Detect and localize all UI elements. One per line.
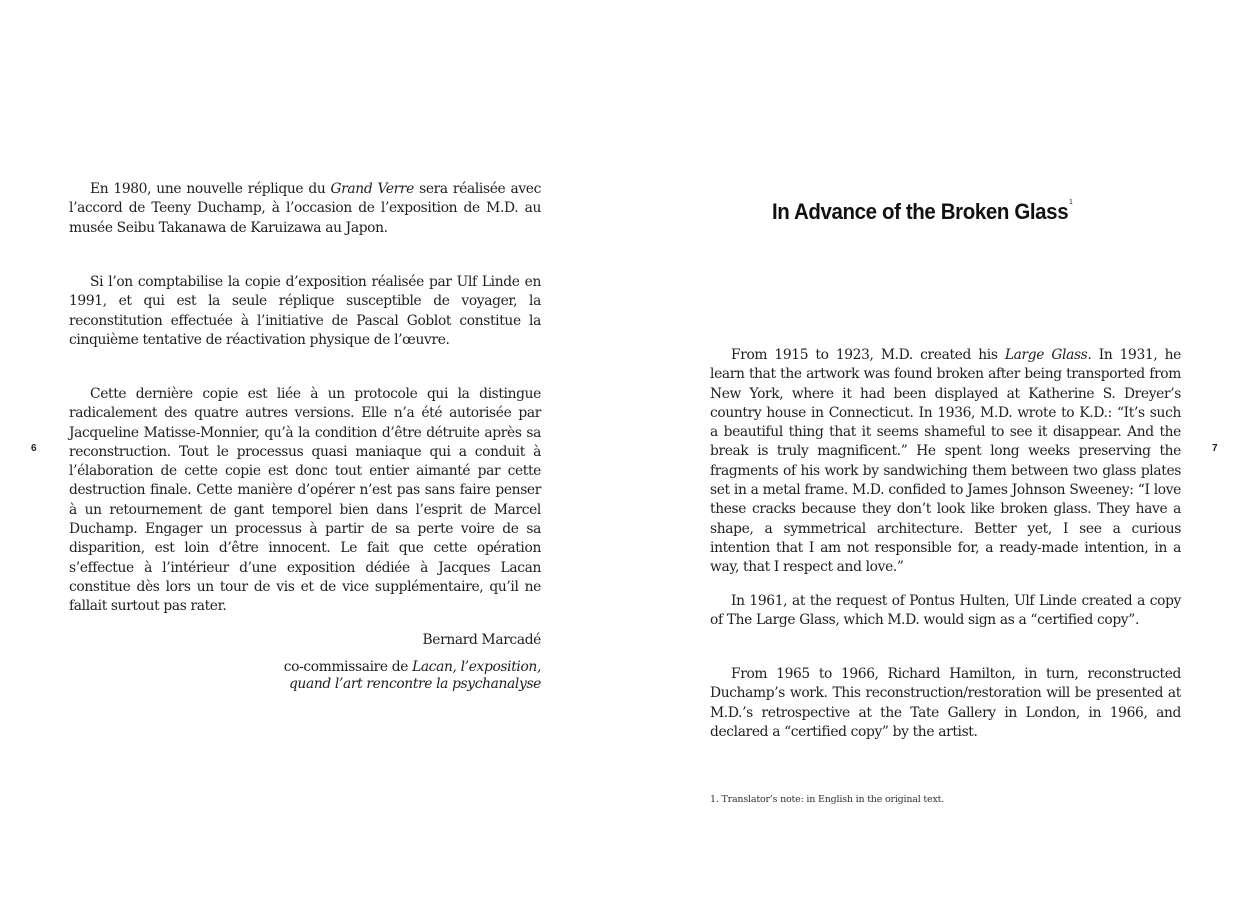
right-page (622, 0, 1244, 905)
paragraph: In 1961, at the request of Pontus Hulten, Ulf Linde created a copy of The Large Glass, which M.D. would sign as a “certified copy”. (710, 593, 1181, 629)
paragraph: From 1915 to 1923, M.D. created his Large Glass. In 1931, he learn that the artwork was found broken after being transported from New York, where it had been displayed at Katherine S. Dreyer’s country house in Connecticut. In 1936, M.D. wrote to K.D.: “It’s such a beautiful thing that it seems shameful to see it disappear. And the break is truly magnificent.” He spent long weeks preserving the fragments of his work by sandwiching them between two glass plates set in a metal frame. M.D. confided to James Johnson Sweeney: “I love these cracks because they don’t look like broken glass. They have a shape, a symmetrical architecture. Better yet, I see a curious intention that I am not responsible for, a ready-made intention, in a way, that I respect and love.” (710, 347, 1181, 576)
page-number: 7 (1212, 443, 1218, 454)
chapter-title: In Advance of the Broken Glass$^1$ (772, 199, 1073, 224)
footnote: 1. Translator’s note: in English in the original text. (710, 794, 945, 805)
paragraph: Si l’on comptabilise la copie d’exposition réalisée par Ulf Linde en 1991, et qui est la seule réplique susceptible de voyager, la reconstitution effectuée à l’initiative de Pascal Goblot constitue la cinquième tentative de réactivation physique de l’œuvre. (69, 274, 541, 348)
paragraph: Cette dernière copie est liée à un protocole qui la distingue radicalement des quatre autres versions. Elle n’a été autorisée par Jacqueline Matisse-Monnier, qu’à la condition d’être détruite après sa reconstruction. Tout le processus quasi maniaque qui a conduit à l’élaboration de cette copie est donc tout entier aimanté par cette destruction finale. Cette manière d’opérer n’est pas sans faire penser à un retournement de gant temporel bien dans l’esprit de Marcel Duchamp. Engager un processus à partir de sa perte voire de sa disparition, est loin d’être innocent. Le fait que cette opération s’effectue à l’intérieur d’une exposition dédiée à Jacques Lacan constitue dès lors un tour de vis et de vice supplémentaire, qu’il ne fallait surtout pas rater. (69, 386, 541, 615)
footnote-marker: 1 (1069, 199, 1073, 206)
paragraph: From 1965 to 1966, Richard Hamilton, in turn, reconstructed Duchamp’s work. This reconstruction/restoration will be presented at M.D.’s retrospective at the Tate Gallery in London, in 1966, and declared a “certified copy” by the artist. (710, 666, 1181, 740)
signature-role: co-commissaire de Lacan, l’exposition, quand l’art rencontre la psychanalyse (283, 659, 541, 692)
signature-author: Bernard Marcadé (422, 632, 541, 648)
paragraph: En 1980, une nouvelle réplique du Grand Verre sera réalisée avec l’accord de Teeny Duchamp, à l’occasion de l’exposition de M.D. au musée Seibu Takanawa de Karuizawa au Japon. (69, 181, 541, 236)
page-number: 6 (31, 443, 37, 454)
